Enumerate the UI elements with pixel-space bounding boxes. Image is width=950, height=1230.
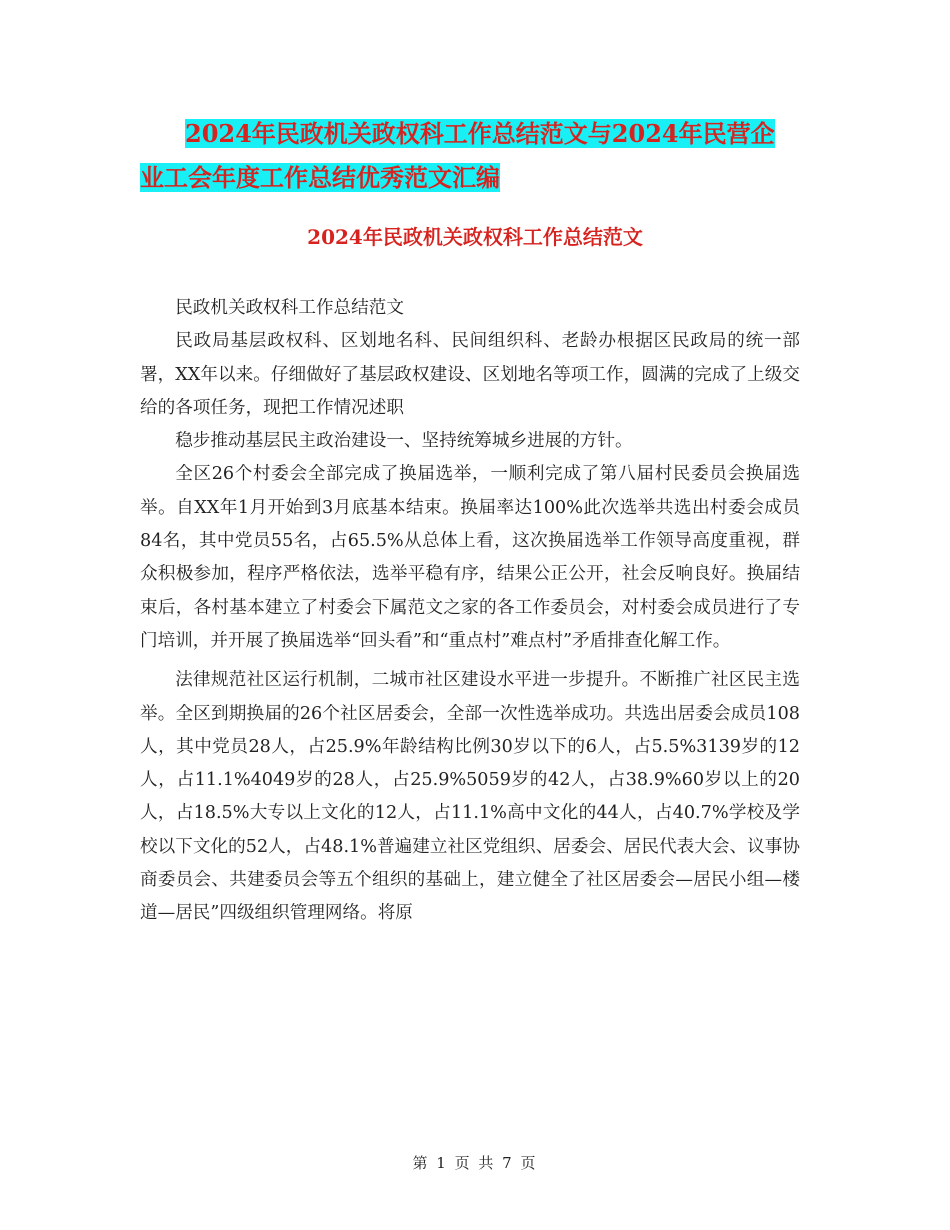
title-line-1-text: 2024年民政机关政权科工作总结范文与2024年民营企 <box>185 119 775 148</box>
paragraph: 法律规范社区运行机制，二城市社区建设水平进一步提升。不断推广社区民主选举。全区到期换届的26个社区居委会，全部一次性选举成功。共选出居委会成员108人，其中党员28人，占25.9%年龄结构比例30岁以下的6人，占5.5%3139岁的12人，占11.1%4049岁的28人，占25.9%5059岁的42人，占38.9%60岁以上的20人，占18.5%大专以上文化的12人，占11.1%高中文化的44人，占40.7%学校及学校以下文化的52人，占48.1%普遍建立社区党组织、居委会、居民代表大会、议事协商委员会、共建委员会等五个组织的基础上，建立健全了社区居委会—居民小组—楼道—居民”四级组织管理网络。将原 <box>140 670 800 924</box>
section-title: 2024年民政机关政权科工作总结范文 <box>307 225 643 249</box>
paragraph: 民政局基层政权科、区划地名科、民间组织科、老龄办根据区民政局的统一部署，XX年以来。仔细做好了基层政权建设、区划地名等项工作，圆满的完成了上级交给的各项任务，现把工作情况述职 <box>140 331 800 418</box>
paragraph: 民政机关政权科工作总结范文 <box>175 298 404 318</box>
title-line-2-text: 业工会年度工作总结优秀范文汇编 <box>140 163 500 192</box>
page-footer: 第 1 页 共 7 页 <box>412 1154 538 1172</box>
title-line-2 <box>140 156 820 200</box>
document-body <box>140 292 800 931</box>
document-title <box>140 112 820 200</box>
paragraph: 稳步推动基层民主政治建设一、坚持统筹城乡进展的方针。 <box>175 431 633 452</box>
title-line-1 <box>140 112 820 156</box>
paragraph: 全区26个村委会全部完成了换届选举，一顺利完成了第八届村民委员会换届选举。自XX年1月开始到3月底基本结束。换届率达100%此次选举共选出村委会成员84名，其中党员55名，占65.5%从总体上看，这次换届选举工作领导高度重视，群众积极参加，程序严格依法，选举平稳有序，结果公正公开，社会反响良好。换届结束后，各村基本建立了村委会下属范文之家的各工作委员会，对村委会成员进行了专门培训，并开展了换届选举“回头看”和“重点村”难点村”矛盾排查化解工作。 <box>140 464 800 651</box>
